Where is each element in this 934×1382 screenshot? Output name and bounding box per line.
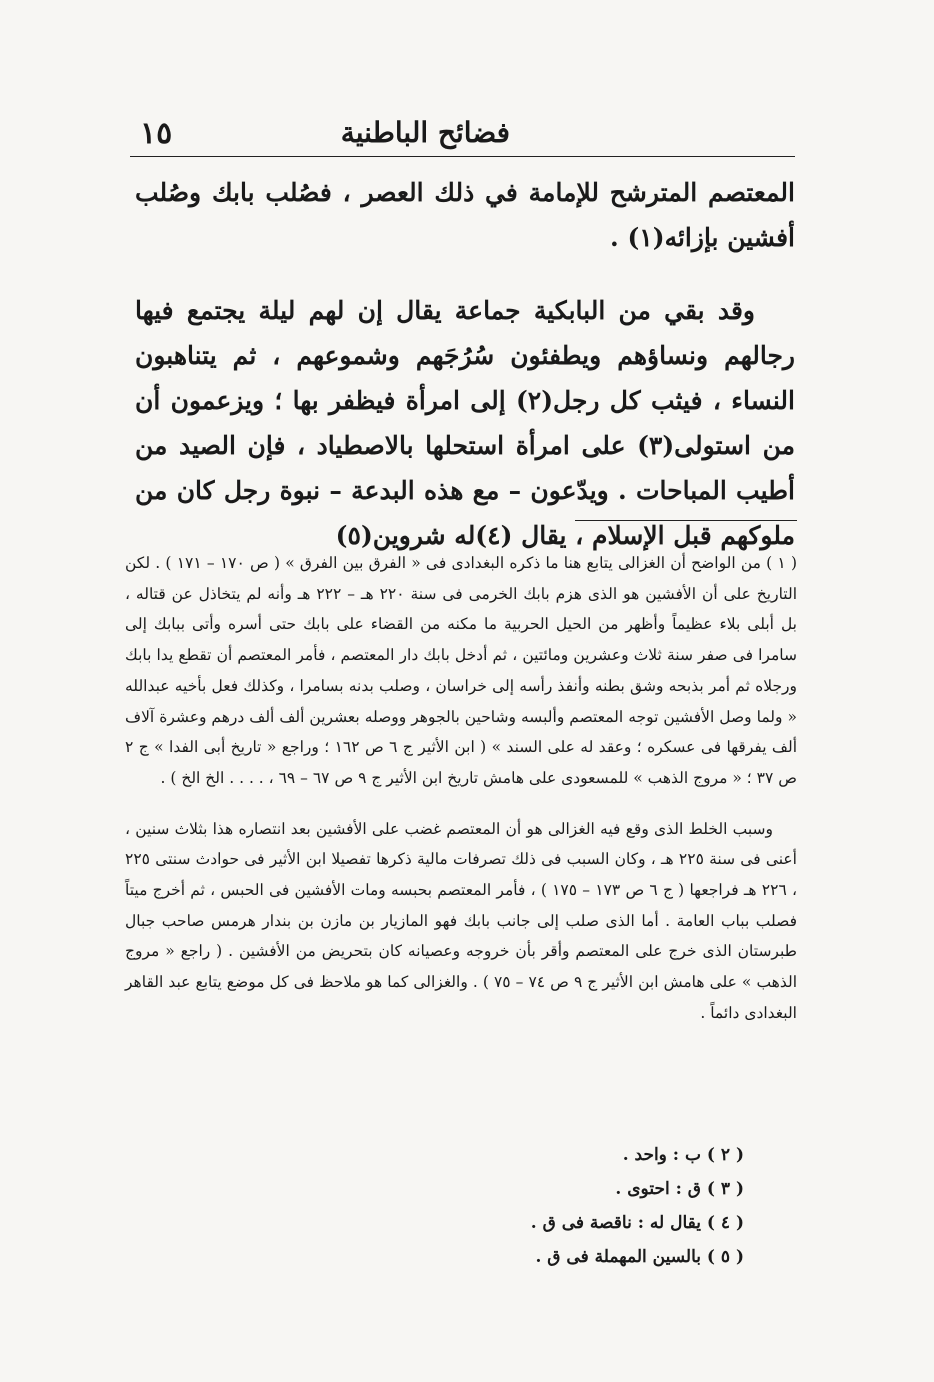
short-footnotes bbox=[324, 1138, 744, 1274]
footnote-1-continuation: وسبب الخلط الذى وقع فيه الغزالى هو أن المعتصم غضب على الأفشين بعد انتصاره هذا بثلاث سنين ، أعنى فى سنة ٢٢٥ هـ ، وكان السبب فى ذلك تصرفات مالية ذكرها تفصيلا ابن الأثير فى حوادث سنتى ٢٢٥ ، ٢٢٦ هـ فراجعها ( ج ٦ ص ١٧٣ – ١٧٥ ) ، فأمر المعتصم بحبسه ومات الأفشين فى الحبس ، ثم أخرج ميتاً فصلب بباب العامة . أما الذى صلب إلى جانب بابك فهو المازيار بن مازن بن بندار هرمس صاحب جبال طبرستان الذى خرج على المعتصم وأقر بأن خروجه وعصيانه كان بتحريض من الأفشين . ( راجع « مروج الذهب » على هامش ابن الأثير ج ٩ ص ٧٤ – ٧٥ ) . والغزالى كما هو ملاحظ فى كل موضع يتابع عبد القاهر البغدادى دائماً . bbox=[125, 819, 798, 1022]
footnote-4: ( ٤ ) يقال له : ناقصة فى ق . bbox=[530, 1213, 744, 1233]
running-title: فضائح الباطنية bbox=[340, 116, 510, 149]
page-header bbox=[130, 110, 795, 157]
footnote-3: ( ٣ ) ق : احتوى . bbox=[615, 1179, 744, 1199]
footnote-5: ( ٥ ) بالسين المهملة فى ق . bbox=[535, 1247, 744, 1267]
footnote-1: ( ١ ) من الواضح أن الغزالى يتابع هنا ما ذكره البغدادى فى « الفرق بين الفرق » ( ص ١٧٠ – ١٧١ ) . لكن التاريخ على أن الأفشين هو الذى هزم بابك الخرمى فى سنة ٢٢٠ هـ – ٢٢٢ هـ وأنه لم يتخاذل عن قتاله ، بل أبلى بلاء عظيماً وأظهر من الحيل الحربية ما مكنه من القضاء على بابك حتى أسره وأتى ببابك إلى سامرا فى صفر سنة ثلاث وعشرين ومائتين ، ثم أدخل بابك دار المعتصم ، فأمر المعتصم أن تقطع يدا بابك ورجلاه ثم أمر بذبحه وشق بطنه وأنفذ رأسه إلى خراسان ، وصلب بدنه بسامرا ، وكذلك فعل بأخيه عبدالله « ولما وصل الأفشين توجه المعتصم وألبسه وشاحين بالجوهر ووصله بعشرين ألف ألف درهم وعشرة آلاف ألف يفرقها فى عسكره ؛ وعقد له على السند » ( ابن الأثير ج ٦ ص ١٦٢ ؛ وراجع « تاريخ أبى الفدا » ج ٢ ص ٣٧ ؛ « مروج الذهب » للمسعودى على هامش تاريخ ابن الأثير ج ٩ ص ٦٧ – ٦٩ ، . . . . الخ الخ ) . bbox=[125, 554, 798, 787]
footnotes bbox=[125, 548, 797, 1029]
main-paragraph: وقد بقي من البابكية جماعة يقال إن لهم ليلة يجتمع فيها رجالهم ونساؤهم ويطفئون سُرُجَهم وشموعهم ، ثم يتناهبون النساء ، فيثب كل رجل(٢) إلى امرأة فيظفر بها ؛ ويزعمون أن من استولى(٣) على امرأة استحلها بالاصطياد ، فإن الصيد من أطيب المباحات . ويدّعون – مع هذه البدعة – نبوة رجل كان من ملوكهم قبل الإسلام ، يقال (٤)له شروين(٥) bbox=[135, 296, 795, 550]
page-number: ١٥ bbox=[140, 116, 173, 151]
main-text bbox=[135, 170, 795, 558]
footnote-divider bbox=[575, 520, 797, 521]
main-paragraph: المعتصم المترشح للإمامة في ذلك العصر ، فصُلب بابك وصُلب أفشين بإزائه(١) . bbox=[135, 178, 795, 252]
footnote-2: ( ٢ ) ب : واحد . bbox=[622, 1145, 744, 1165]
